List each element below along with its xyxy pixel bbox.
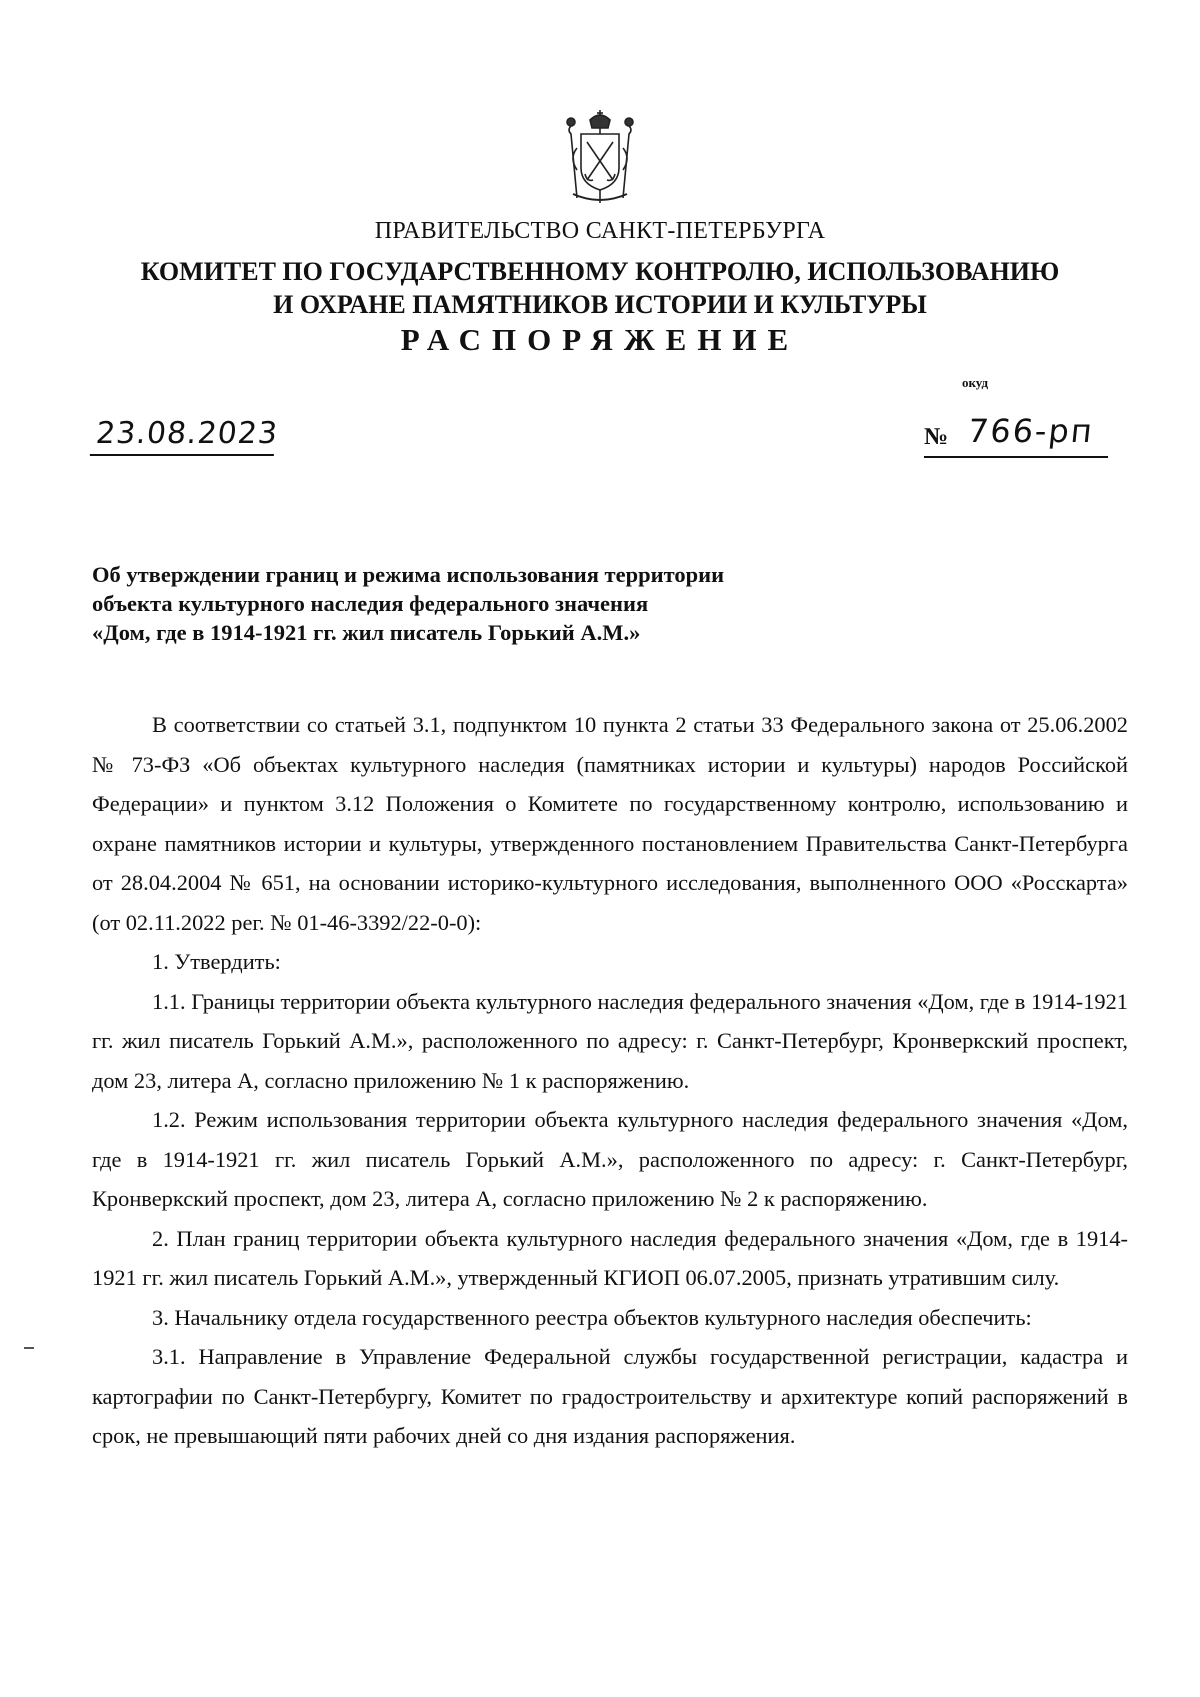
government-title: ПРАВИТЕЛЬСТВО САНКТ-ПЕТЕРБУРГА (374, 218, 826, 244)
subject-line-3: «Дом, где в 1914-1921 гг. жил писатель Горький А.М.» (92, 620, 641, 645)
document-number (924, 412, 1108, 458)
paragraph-3: 3. Начальнику отдела государственного реестра объектов культурного наследия обеспечить: (152, 1304, 1032, 1330)
paragraph-1-1: 1.1. Границы территории объекта культурного наследия федерального значения «Дом, где в 1914-1921 гг. жил писатель Горький А.М.», расположенного по адресу: г. Санкт-Петербург, Кронверкский проспект, дом 23, литера А, согласно приложению № 1 к распоряжению. (92, 988, 1128, 1093)
document-type: РАСПОРЯЖЕНИЕ (400, 322, 800, 357)
committee-line-1: КОМИТЕТ ПО ГОСУДАРСТВЕННОМУ КОНТРОЛЮ, ИСПОЛЬЗОВАНИЮ (140, 257, 1060, 286)
spb-coat-of-arms-icon (563, 108, 637, 208)
preamble-paragraph: В соответствии со статьей 3.1, подпунктом 10 пункта 2 статьи 33 Федерального закона от 25.06.2002 № 73-ФЗ «Об объектах культурного наследия (памятниках истории и культуры) народов Российской Федерации» и пунктом 3.12 Положения о Комитете по государственному контролю, использованию и охране памятников истории и культуры, утвержденного постановлением Правительства Санкт-Петербурга от 28.04.2004 № 651, на основании историко-культурного исследования, выполненного ООО «Росскарта» (от 02.11.2022 рег. № 01-46-3392/22-0-0): (92, 712, 1128, 935)
document-subject (92, 560, 892, 647)
paragraph-1: 1. Утвердить: (152, 949, 281, 974)
document-date: 23.08.2023 (90, 414, 278, 456)
committee-line-2: И ОХРАНЕ ПАМЯТНИКОВ ИСТОРИИ И КУЛЬТУРЫ (273, 290, 927, 319)
number-value: 766-рп (966, 412, 1096, 450)
subject-line-2: объекта культурного наследия федерального значения (92, 591, 649, 616)
paragraph-2: 2. План границ территории объекта культурного наследия федерального значения «Дом, где в 1914-1921 гг. жил писатель Горький А.М.», утвержденный КГИОП 06.07.2005, признать утратившим силу. (92, 1225, 1128, 1290)
subject-line-1: Об утверждении границ и режима использования территории (92, 562, 725, 587)
paragraph-3-1: 3.1. Направление в Управление Федеральной службы государственной регистрации, кадастра и картографии по Санкт-Петербургу, Комитет по градостроительству и архитектуре копий распоряжений в срок, не превышающий пяти рабочих дней со дня издания распоряжения. (92, 1344, 1128, 1448)
margin-mark (24, 1347, 34, 1349)
committee-name (0, 255, 1200, 321)
okud-label: окуд (962, 375, 989, 390)
paragraph-1-2: 1.2. Режим использования территории объекта культурного наследия федерального значения «Дом, где в 1914-1921 гг. жил писатель Горький А.М.», расположенного по адресу: г. Санкт-Петербург, Кронверкский проспект, дом 23, литера А, согласно приложению № 2 к распоряжению. (92, 1107, 1128, 1211)
document-body (92, 705, 1128, 1456)
number-sign: № (924, 424, 949, 450)
